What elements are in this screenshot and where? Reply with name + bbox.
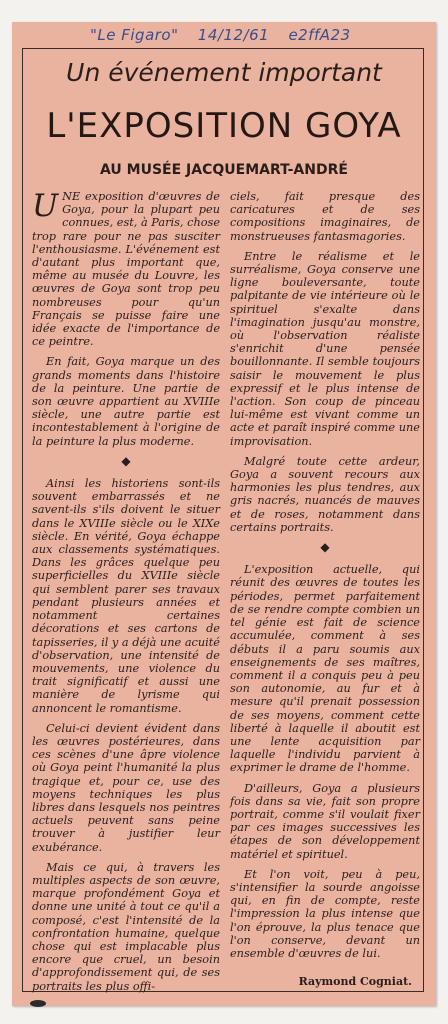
- drop-cap: U: [32, 188, 59, 224]
- paragraph: Ainsi les historiens sont-ils souvent embarrassés et ne savent-ils s'ils doivent le situer dans le XVIIIe siècle ou le XIXe siècle. En vérité, Goya échappe aux classements systématiques. Dans les grâces quelque peu superficielles du XVIIIe siècle qui semblent parer ses travaux pendant plusieurs années et notamment certaines décorations et ses cartons de tapisseries, il y a déjà une acuité d'observation, une intensité de mouvements, une violence du trait significatif et aussi une manière de lyrisme qui annoncent le romantisme.: [32, 477, 220, 715]
- paragraph: [32, 190, 220, 348]
- paragraph: ciels, fait presque des caricatures et de ses compositions imaginaires, de monstrueuses fantasmagories.: [230, 190, 420, 243]
- article-headline: L'EXPOSITION GOYA: [46, 106, 402, 146]
- diamond-divider-icon: ◆: [320, 540, 330, 555]
- paragraph: En fait, Goya marque un des grands moments dans l'histoire de la peinture. Une partie de son œuvre appartient au XVIIIe siècle, une autre partie est incontestablement à l'origine de la peinture la plus moderne.: [32, 355, 220, 448]
- paragraph: Et l'on voit, peu à peu, s'intensifier la sourde angoisse qui, en fin de compte, reste l'impression la plus intense que l'on éprouve, la plus tenace que l'on conserve, devant un ensemble d'œuvres de lui.: [230, 867, 420, 960]
- paragraph: Entre le réalisme et le surréalisme, Goya conserve une ligne bouleversante, toute palpitante de vie intérieure où le spirituel s'exalte dans l'imagination jusqu'au monstre, où l'observation réaliste s'enrichit d'une pensée bouillonnante. Il semble toujours saisir le mouvement le plus expressif et le plus intense de l'action. Son coup de pinceau lui-même est vivant comme un acte et paraît inspiré comme une improvisation.: [230, 249, 420, 448]
- annotation-ref: e2ffA23: [288, 26, 351, 44]
- article-column-left: [32, 188, 220, 993]
- paragraph: Celui-ci devient évident dans les œuvres postérieures, dans ces scènes d'une âpre violence où Goya peint l'humanité la plus tragique et, pour ce, use des moyens techniques les plus libres dans lesquels nos peintres actuels peuvent sans peine trouver à justifier leur exubérance.: [32, 721, 220, 854]
- paragraph: Mais ce qui, à travers les multiples aspects de son œuvre, marque profondément Goya et donne une unité à tout ce qu'il a composé, c'est l'intensité de la confrontation humaine, quelque chose qui est implacable plus encore que cruel, un besoin d'approfondissement qui, de ses portraits les plus offi-: [32, 860, 220, 993]
- paragraph-text: NE exposition d'œuvres de Goya, pour la plupart peu connues, est, à Paris, chose trop rare pour ne pas susciter l'enthousiasme. L'événement est d'autant plus important que, même au musée du Louvre, les œuvres de Goya sont trop peu nombreuses pour qu'un Français se puisse faire une idée exacte de l'importance de ce peintre.: [32, 190, 220, 349]
- article-kicker: Un événement important: [66, 58, 382, 87]
- paragraph: L'exposition actuelle, qui réunit des œuvres de toutes les périodes, permet parfaitement de se rendre compte combien un tel génie est fait de science accumulée, comment à ses débuts il a paru soumis aux enseignements de ses maîtres, comment il a conquis peu à peu son autonomie, au fur et à mesure qu'il prenait possession de ses moyens, comment cette liberté à laquelle il aboutit est une lente acquisition par laquelle l'individu parvient à exprimer le drame de l'homme.: [230, 563, 420, 775]
- article-column-right: [230, 190, 420, 990]
- paragraph: Malgré toute cette ardeur, Goya a souvent recours aux harmonies les plus tendres, aux gris nacrés, nuancés de mauves et de roses, notamment dans certains portraits.: [230, 454, 420, 534]
- handwritten-annotation: [90, 26, 365, 44]
- diamond-divider-icon: ◆: [121, 453, 131, 468]
- paragraph: D'ailleurs, Goya a plusieurs fois dans sa vie, fait son propre portrait, comme s'il voulait fixer par ces images successives les étapes de son développement matériel et spirituel.: [230, 781, 420, 861]
- author-signature: Raymond Cogniat.: [298, 975, 412, 988]
- punch-hole: [30, 1000, 46, 1007]
- annotation-source: "Le Figaro": [90, 26, 179, 44]
- newspaper-clipping: [12, 22, 436, 1006]
- annotation-date: 14/12/61: [197, 26, 270, 44]
- article-subhead: AU MUSÉE JACQUEMART-ANDRÉ: [100, 162, 348, 178]
